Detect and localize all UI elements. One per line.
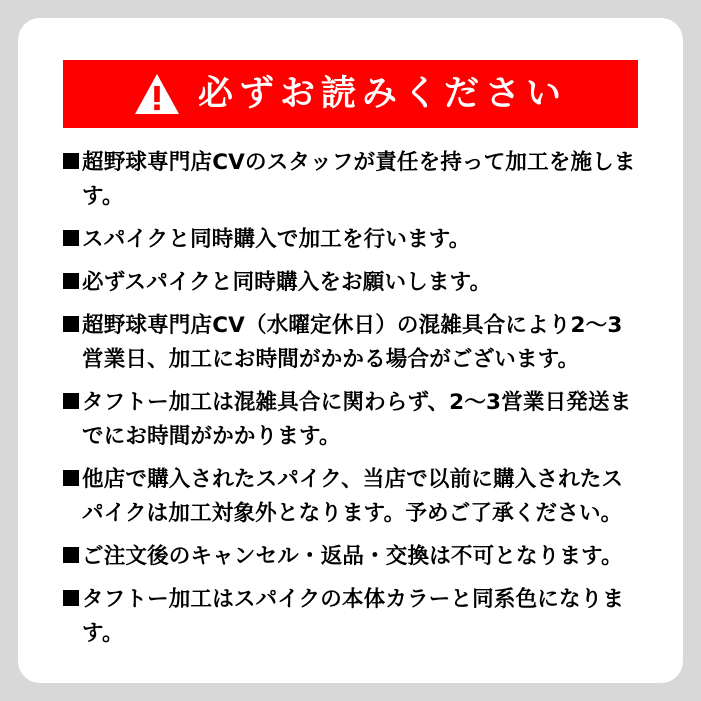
list-item-text: タフトー加工はスパイクの本体カラーと同系色になります。: [82, 586, 625, 646]
list-item-text: 超野球専門店CVのスタッフが責任を持って加工を施します。: [82, 150, 636, 209]
list-item-text: 必ずスパイクと同時購入をお願いします。: [82, 269, 492, 295]
square-bullet-icon: [63, 230, 79, 246]
notice-list: [63, 146, 638, 651]
list-item-text: スパイクと同時購入で加工を行います。: [82, 226, 471, 252]
notice-banner: [63, 60, 638, 128]
list-item: [63, 463, 638, 531]
list-item-text: 超野球専門店CV（水曜定休日）の混雑具合により2〜3営業日、加工にお時間がかかる場合がございます。: [82, 312, 623, 372]
square-bullet-icon: [63, 470, 79, 486]
list-item: [63, 386, 638, 454]
list-item: [63, 223, 638, 257]
list-item: [63, 309, 638, 377]
list-item: [63, 266, 638, 300]
square-bullet-icon: [63, 590, 79, 606]
square-bullet-icon: [63, 316, 79, 332]
list-item-text: 他店で購入されたスパイク、当店で以前に購入されたスパイクは加工対象外となります。予めご了承ください。: [82, 466, 624, 526]
list-item-text: タフトー加工は混雑具合に関わらず、2〜3営業日発送までにお時間がかかります。: [82, 389, 632, 449]
notice-content: [63, 60, 638, 660]
list-item-text: ご注文後のキャンセル・返品・交換は不可となります。: [82, 543, 623, 569]
square-bullet-icon: [63, 393, 79, 409]
square-bullet-icon: [63, 547, 79, 563]
list-item: [63, 540, 638, 574]
notice-card: [18, 18, 683, 683]
square-bullet-icon: [63, 153, 79, 169]
list-item: [63, 583, 638, 651]
banner-title: 必ずお読みください: [197, 73, 567, 114]
square-bullet-icon: [63, 273, 79, 289]
list-item: [63, 146, 638, 214]
warning-triangle-icon: [134, 73, 180, 115]
